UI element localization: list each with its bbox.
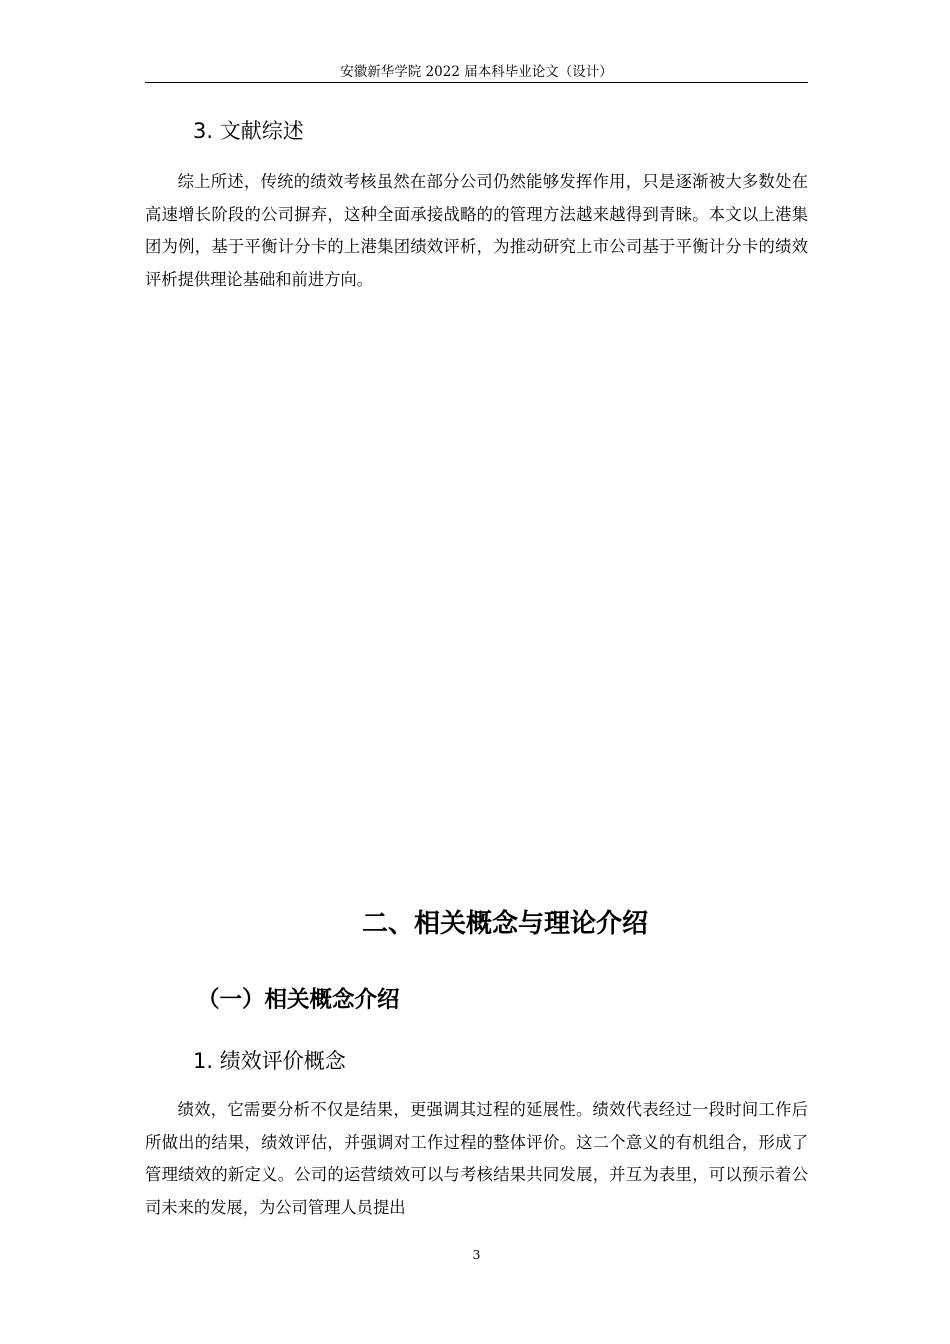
subsection-heading: （一）相关概念介绍: [197, 987, 400, 1013]
header-rule: [145, 82, 808, 83]
page-number: 3: [472, 1247, 481, 1262]
item-heading-performance-evaluation: 1. 绩效评价概念: [193, 1049, 346, 1073]
running-header: 安徽新华学院 2022 届本科毕业论文（设计）: [340, 64, 613, 80]
performance-evaluation-paragraph: 绩效，它需要分析不仅是结果，更强调其过程的延展性。绩效代表经过一段时间工作后所做出的结果，绩效评估，并强调对工作过程的整体评价。这二个意义的有机组合，形成了管理绩效的新定义。公司的运营绩效可以与考核结果共同发展，并互为表里，可以预示着公司未来的发展，为公司管理人员提出: [145, 1100, 808, 1217]
chapter-heading: 二、相关概念与理论介绍: [361, 909, 648, 939]
literature-review-paragraph: 综上所述，传统的绩效考核虽然在部分公司仍然能够发挥作用，只是逐渐被大多数处在高速增长阶段的公司摒弃，这种全面承接战略的的管理方法越来越得到青睐。本文以上港集团为例，基于平衡计分卡的上港集团绩效评析，为推动研究上市公司基于平衡计分卡的绩效评析提供理论基础和前进方向。: [145, 172, 808, 289]
section-heading-literature-review: 3. 文献综述: [193, 119, 304, 143]
